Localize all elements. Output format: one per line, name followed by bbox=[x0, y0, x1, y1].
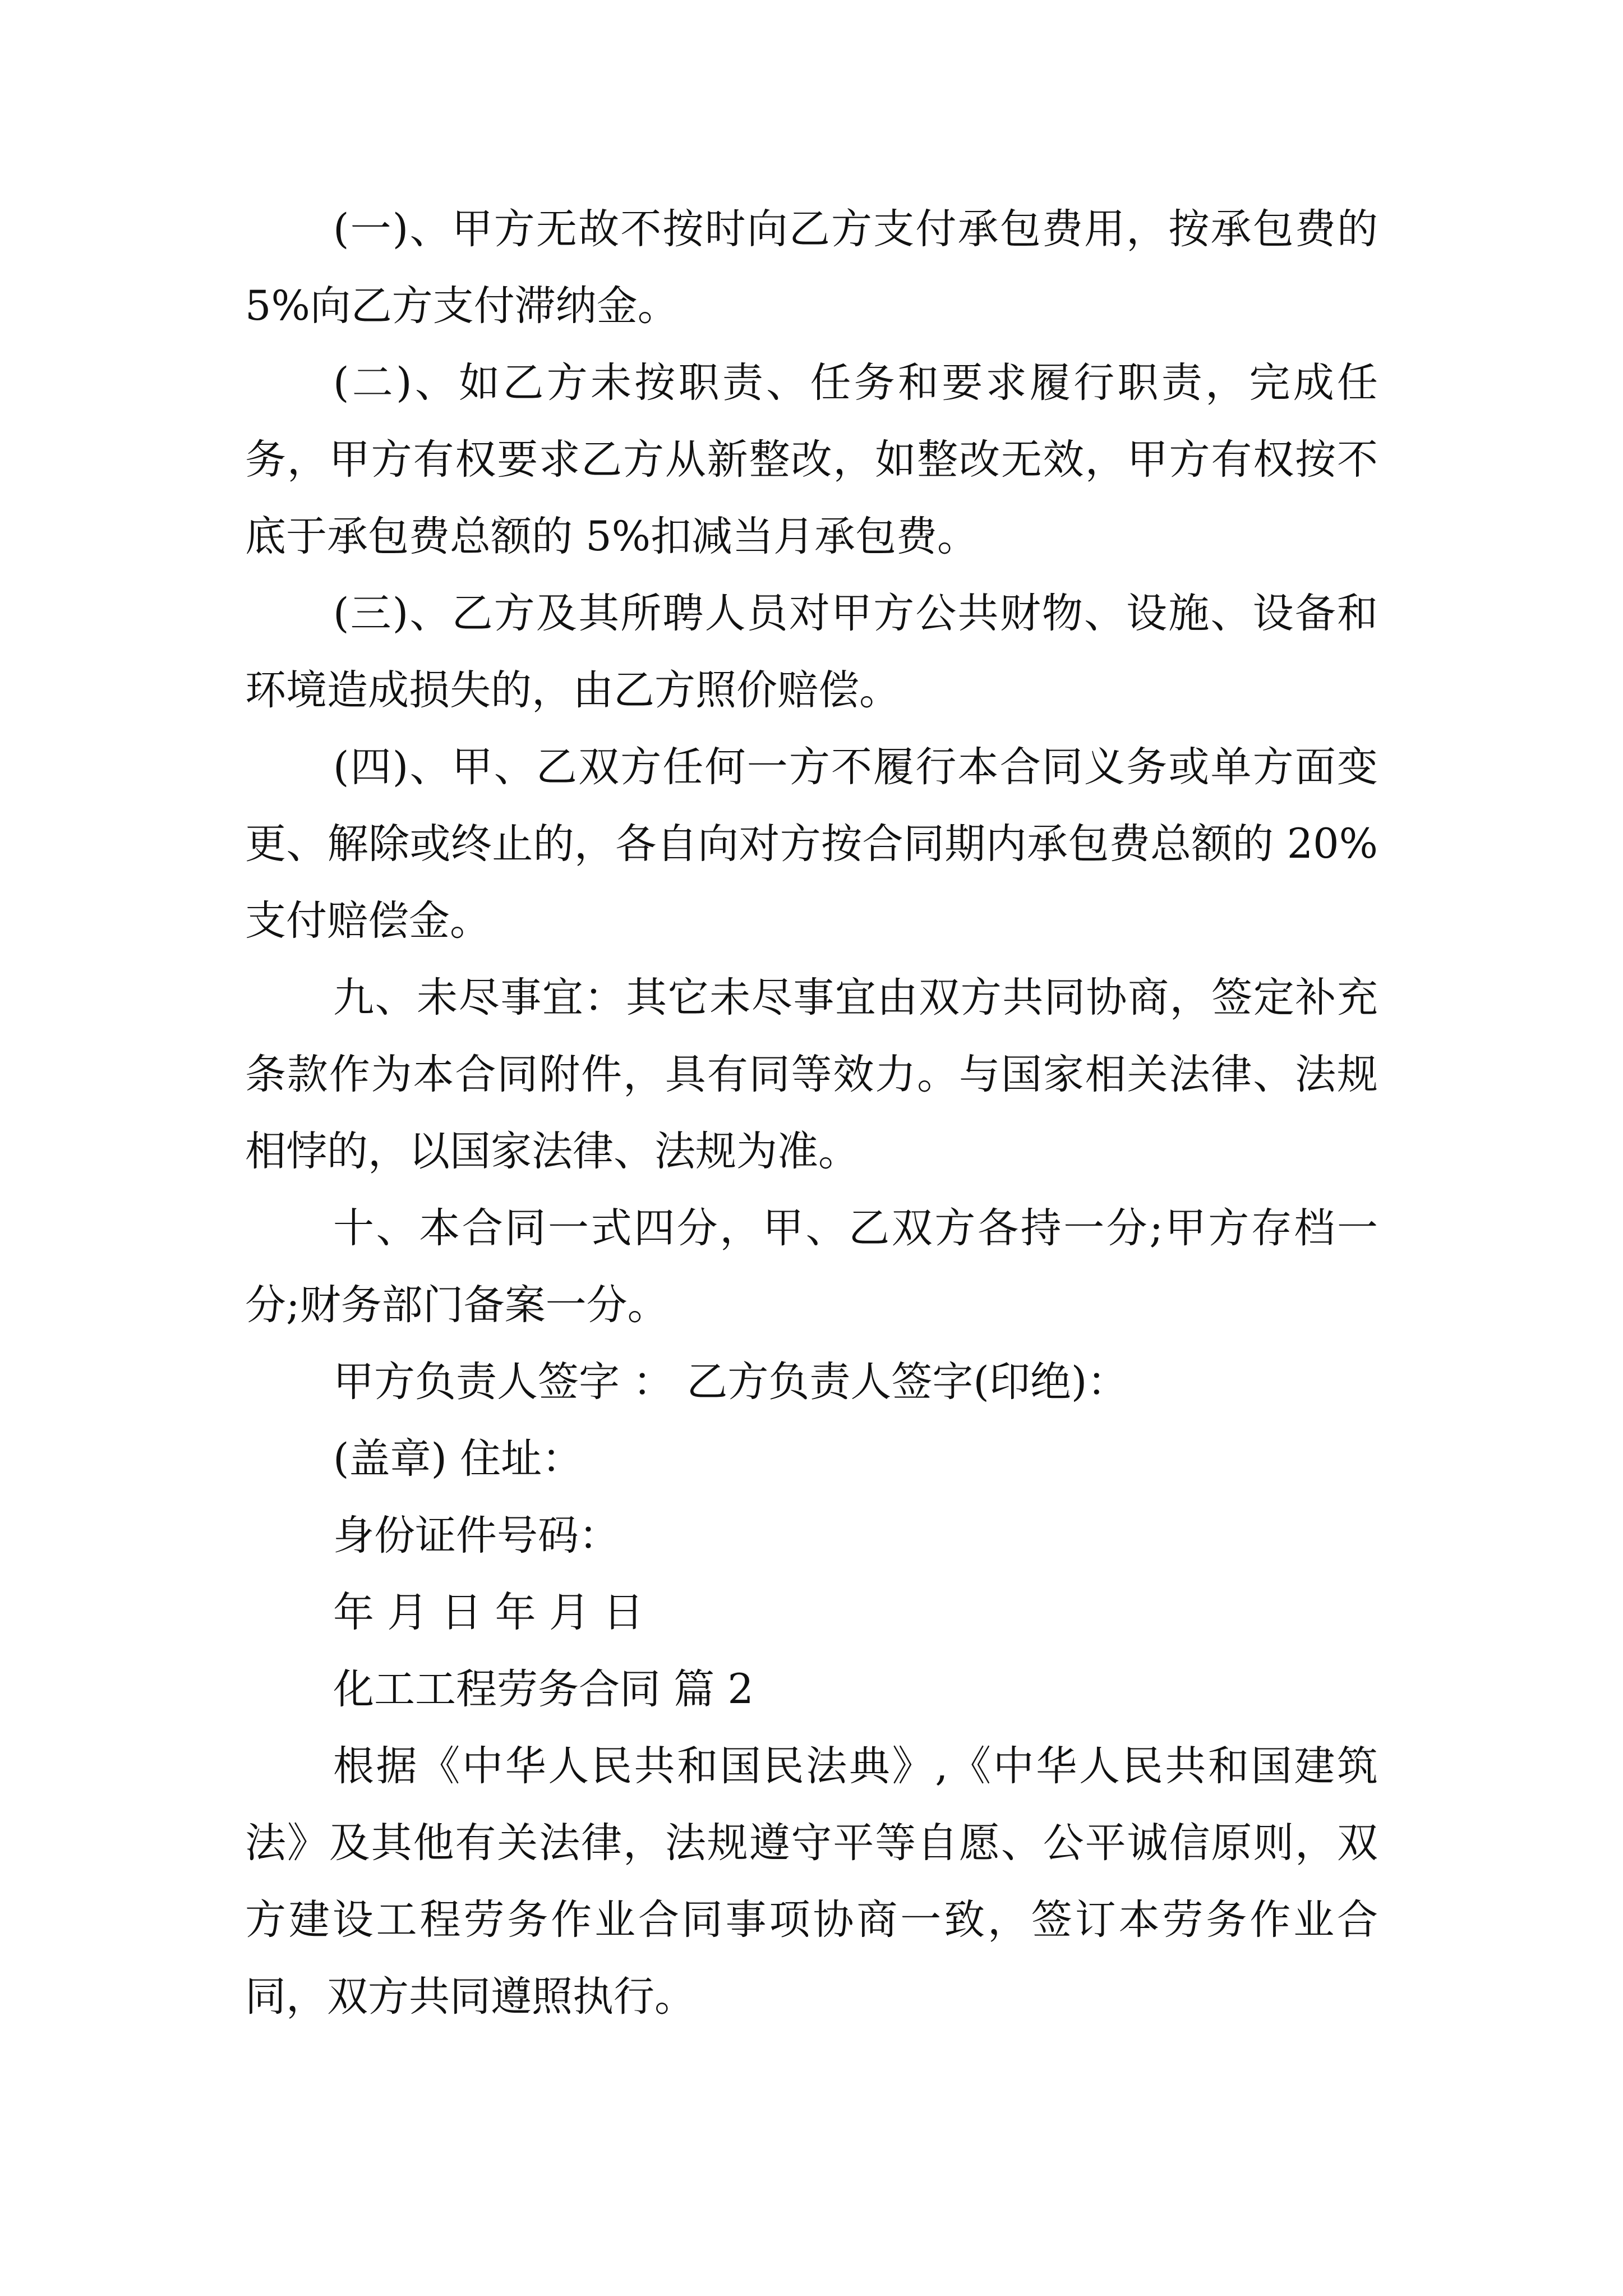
contract-preamble-paragraph: 根据《中华人民共和国民法典》,《中华人民共和国建筑法》及其他有关法律，法规遵守平等自愿、公平诚信原则，双方建设工程劳务作业合同事项协商一致，签订本劳务作业合同，双方共同遵照执行。 bbox=[245, 1742, 1378, 2021]
article-10-copies: 十、本合同一式四分，甲、乙双方各持一分;甲方存档一分;财务部门备案一分。 bbox=[245, 1204, 1378, 1329]
signature-line-seal-address: (盖章) 住址： bbox=[333, 1435, 583, 1483]
clause-2-rectification: (二)、如乙方未按职责、任务和要求履行职责，完成任务，甲方有权要求乙方从新整改，如整改无效，甲方有权按不底于承包费总额的 5%扣减当月承包费。 bbox=[245, 359, 1378, 560]
clause-3-damage-compensation: (三)、乙方及其所聘人员对甲方公共财物、设施、设备和环境造成损失的，由乙方照价赔偿。 bbox=[245, 590, 1378, 714]
signature-line-id-number: 身份证件号码： bbox=[333, 1512, 620, 1559]
document-body bbox=[245, 191, 1378, 2035]
clause-4-breach-compensation: (四)、甲、乙双方任何一方不履行本合同义务或单方面变更、解除或终止的，各自向对方按合同期内承包费总额的 20%支付赔偿金。 bbox=[245, 743, 1378, 945]
section-title: 化工工程劳务合同 篇 2 bbox=[333, 1665, 754, 1713]
article-9-outstanding-matters: 九、未尽事宜：其它未尽事宜由双方共同协商，签定补充条款作为本合同附件，具有同等效力。与国家相关法律、法规相悖的，以国家法律、法规为准。 bbox=[245, 974, 1378, 1175]
signature-line-parties: 甲方负责人签字 ： 乙方负责人签字(印绝)： bbox=[333, 1358, 1128, 1406]
clause-1-late-payment: (一)、甲方无故不按时向乙方支付承包费用，按承包费的 5%向乙方支付滞纳金。 bbox=[245, 205, 1378, 330]
signature-line-dates: 年 月 日 年 月 日 bbox=[333, 1589, 644, 1636]
